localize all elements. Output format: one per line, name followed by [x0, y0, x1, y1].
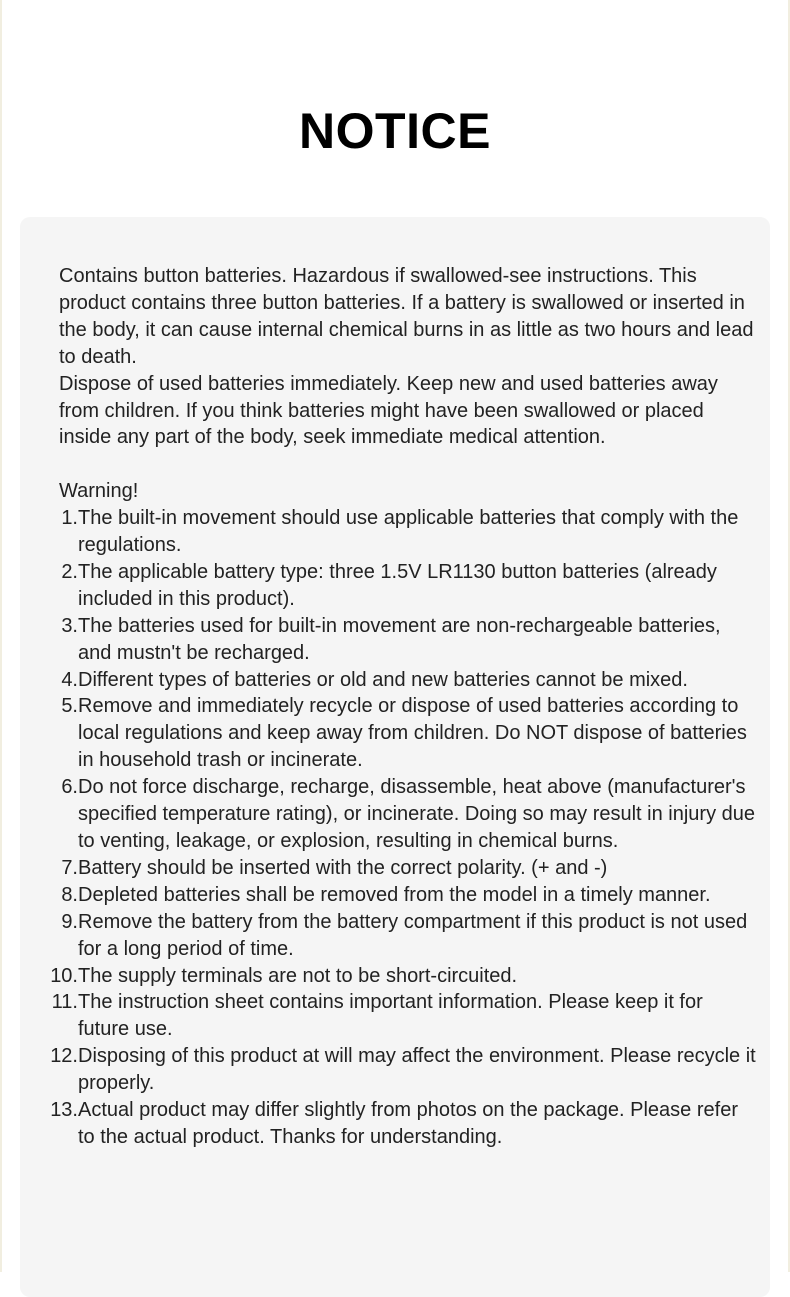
warning-text: Remove and immediately recycle or dispose of used batteries according to local regulations and keep away from children. Do NOT dispose of batteries in household trash or incinerate.	[78, 695, 747, 772]
paragraph-spacer	[59, 451, 759, 478]
warning-text: Actual product may differ slightly from photos on the package. Please refer to the actual product. Thanks for understanding.	[78, 1099, 738, 1148]
warning-text: The built-in movement should use applicable batteries that comply with the regulations.	[78, 507, 739, 557]
warning-number: 6.	[61, 776, 78, 799]
warning-text: Depleted batteries shall be removed from the model in a timely manner.	[78, 883, 711, 906]
warning-item-10	[50, 963, 759, 990]
warning-text: Different types of batteries or old and new batteries cannot be mixed.	[78, 668, 688, 691]
warning-item-5	[59, 693, 759, 774]
warning-number: 7.	[61, 856, 78, 879]
warning-text: Battery should be inserted with the correct polarity. (+ and -)	[78, 856, 608, 879]
warning-number: 5.	[61, 695, 78, 718]
notice-content	[50, 263, 759, 1151]
warning-item-8	[59, 882, 759, 909]
warning-number: 1.	[61, 507, 78, 530]
warning-item-2	[59, 559, 759, 613]
warning-text: The batteries used for built-in movement are non-rechargeable batteries, and mustn't be recharged.	[78, 614, 721, 664]
warning-item-1	[59, 505, 759, 559]
warning-item-4	[59, 667, 759, 694]
warning-list	[50, 505, 759, 1151]
warning-text: The supply terminals are not to be short-circuited.	[78, 964, 518, 987]
warning-number: 8.	[61, 883, 78, 906]
warning-number: 3.	[61, 614, 78, 637]
warning-number: 12.	[50, 1045, 78, 1068]
warning-item-13	[50, 1097, 759, 1151]
warning-item-9	[59, 909, 759, 963]
warning-number: 9.	[61, 910, 78, 933]
warning-text: The instruction sheet contains important information. Please keep it for future use.	[78, 991, 703, 1041]
warning-heading: Warning!	[59, 480, 139, 503]
warning-number: 2.	[61, 560, 78, 583]
warning-text: Disposing of this product at will may affect the environment. Please recycle it properly.	[78, 1045, 756, 1095]
warning-text: Remove the battery from the battery compartment if this product is not used for a long period of time.	[78, 910, 748, 960]
warning-number: 11.	[51, 991, 78, 1014]
warning-number: 13.	[50, 1099, 78, 1122]
warning-item-3	[59, 613, 759, 667]
left-edge-line	[0, 0, 2, 1272]
intro-paragraph-hazard: Contains button batteries. Hazardous if swallowed-see instructions. This product contains three button batteries. If a battery is swallowed or inserted in the body, it can cause internal chemical burns in as little as two hours and lead to death.	[59, 265, 754, 368]
page-title: NOTICE	[299, 103, 491, 159]
warning-text: The applicable battery type: three 1.5V LR1130 button batteries (already included in this product).	[78, 560, 717, 610]
warning-number: 10.	[50, 964, 78, 987]
intro-paragraph-disposal: Dispose of used batteries immediately. Keep new and used batteries away from children. If you think batteries might have been swallowed or placed inside any part of the body, seek immediate medical attention.	[59, 372, 718, 449]
warning-number: 4.	[61, 668, 78, 691]
warning-item-11	[51, 989, 759, 1043]
warning-item-6	[59, 774, 759, 855]
warning-item-12	[50, 1043, 759, 1097]
warning-item-7	[59, 855, 759, 882]
warning-text: Do not force discharge, recharge, disassemble, heat above (manufacturer's specified temperature rating), or incinerate. Doing so may result in injury due to venting, leakage, or explosion, resulting in chemical burns.	[78, 776, 755, 853]
